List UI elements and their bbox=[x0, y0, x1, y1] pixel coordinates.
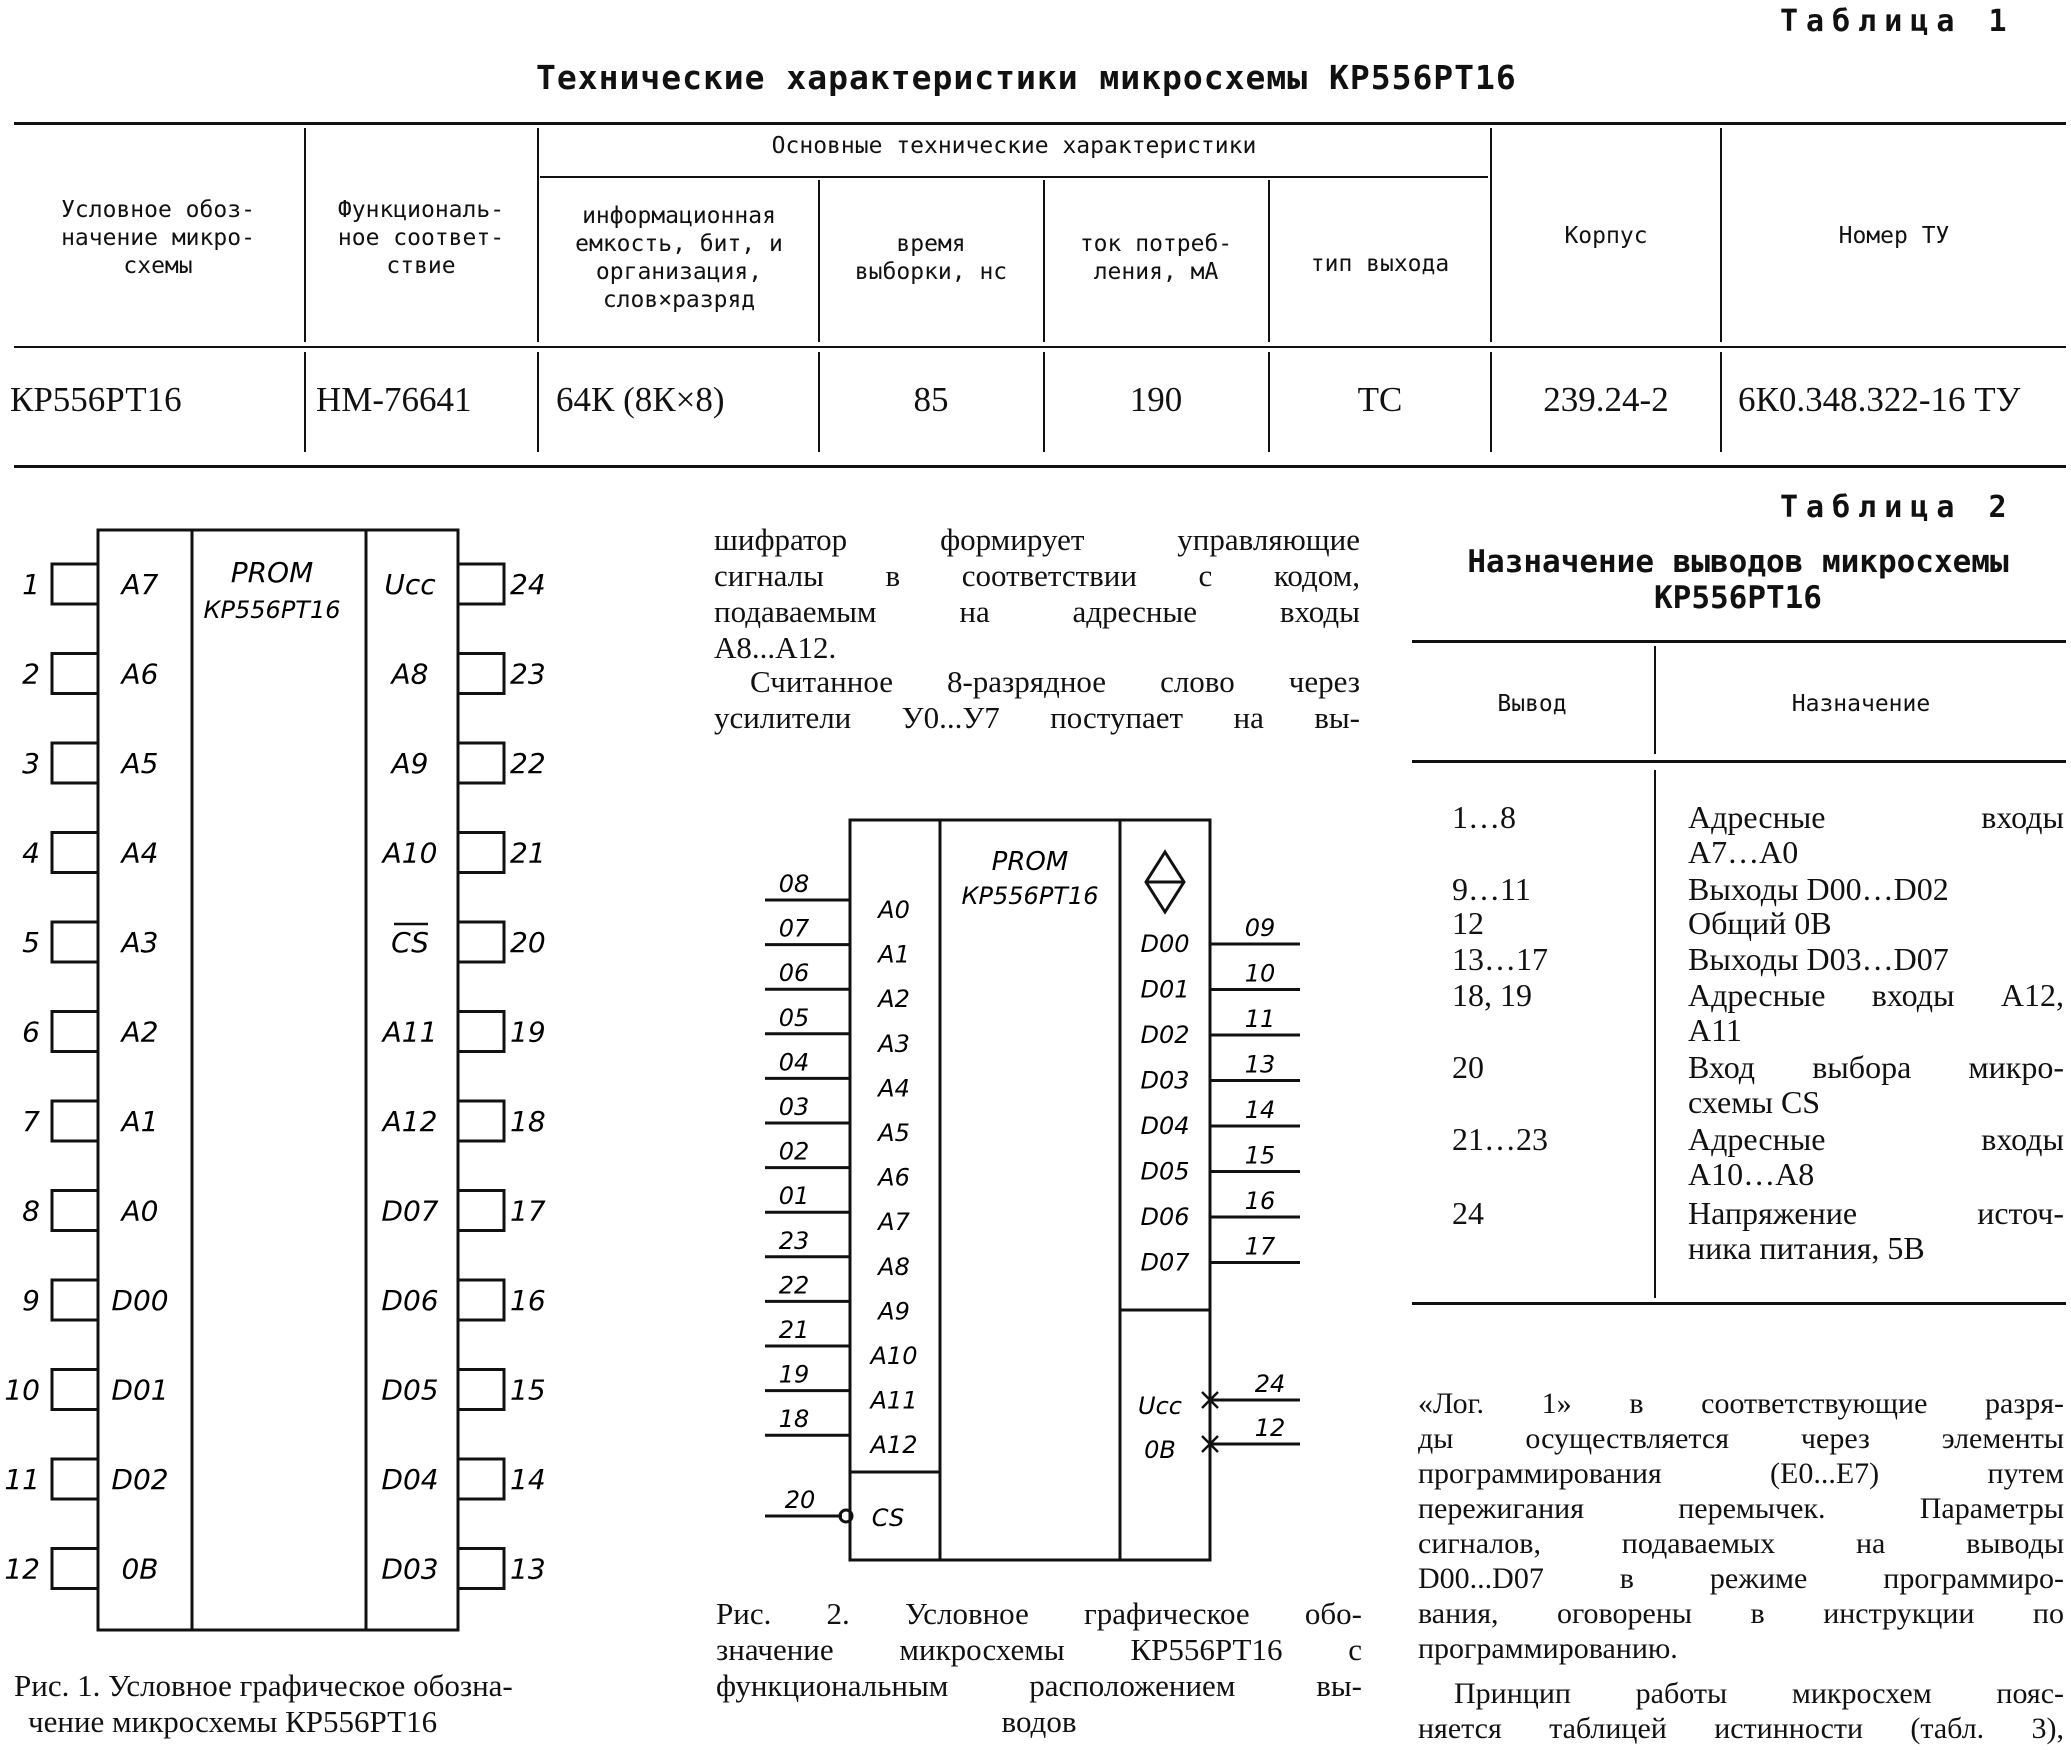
pin-number: 12 bbox=[4, 1552, 40, 1586]
pin-name: Ucc bbox=[1138, 1392, 1182, 1420]
right-paragraph-2: Принцип работы микросхем пояс- няется таблицей истинности (табл. 3), bbox=[1418, 1677, 2064, 1745]
table2-purpose-line: Выходы D00…D02 bbox=[1688, 871, 1949, 907]
table1-header-output-type: тип выхода bbox=[1310, 251, 1450, 277]
table1-header-tu: Номер ТУ bbox=[1838, 223, 1950, 249]
pin-name: A3 bbox=[878, 1029, 910, 1058]
pin-name: D07 bbox=[381, 1194, 439, 1228]
pin-number: 14 bbox=[510, 1463, 546, 1496]
pin-box bbox=[52, 1101, 98, 1141]
pin-box bbox=[52, 564, 98, 604]
table1-cell-tu: 6К0.348.322-16 ТУ bbox=[1738, 380, 2021, 419]
pin-box bbox=[52, 743, 98, 783]
figure2-caption: Рис. 2. Условное графическое обо- значение микросхемы КР556РТ16 с функциональным расположением вы- водов bbox=[716, 1596, 1362, 1739]
pin-name: D00 bbox=[111, 1284, 169, 1317]
pin-number: 23 bbox=[778, 1226, 810, 1255]
pin-box bbox=[52, 1012, 98, 1052]
pin-number: 8 bbox=[22, 1194, 40, 1228]
table2-header-pin: Вывод bbox=[1497, 691, 1567, 717]
pin-number: 15 bbox=[510, 1373, 546, 1407]
pin-name: A11 bbox=[870, 1386, 918, 1415]
pin-number: 7 bbox=[22, 1105, 40, 1138]
pin-box bbox=[458, 564, 504, 604]
table2-purpose-line: Напряжение источ- bbox=[1688, 1195, 2064, 1231]
pin-name: A5 bbox=[121, 747, 159, 780]
pin-number: 08 bbox=[778, 870, 810, 898]
table2-pin: 13…17 bbox=[1452, 941, 1548, 977]
pin-number: 17 bbox=[510, 1194, 546, 1228]
table2-purpose bbox=[1688, 906, 2064, 941]
table1-cell-capacity: 64К (8К×8) bbox=[556, 380, 725, 419]
pin-name: D04 bbox=[1140, 1112, 1190, 1140]
table1-header-functional: Функциональ- ное соответ- ствие bbox=[337, 197, 505, 279]
pin-box bbox=[458, 743, 504, 783]
pin-name: D07 bbox=[1140, 1248, 1190, 1277]
pin-name: D05 bbox=[381, 1373, 439, 1407]
pin-number: 21 bbox=[778, 1316, 810, 1344]
table2-purpose bbox=[1688, 1122, 2064, 1192]
pin-number: 11 bbox=[4, 1463, 40, 1496]
pin-name: A1 bbox=[121, 1105, 159, 1138]
pin-number: 17 bbox=[1244, 1232, 1276, 1261]
table2-top-rule bbox=[1412, 640, 2066, 643]
pin-name: A8 bbox=[391, 657, 429, 691]
pin-name: A2 bbox=[878, 985, 910, 1014]
pin-name: A6 bbox=[121, 657, 159, 691]
pin-name: D02 bbox=[111, 1463, 169, 1496]
pin-name: A8 bbox=[878, 1252, 910, 1281]
pin-number: 20 bbox=[510, 926, 546, 959]
table2-pin: 12 bbox=[1452, 905, 1484, 941]
middle-paragraph-1: шифратор формирует управляющие сигналы в соответствии с кодом, подаваемым на адресные входы А8...А12. bbox=[714, 522, 1360, 665]
pin-number: 4 bbox=[22, 836, 40, 870]
table2-label: Таблица 2 bbox=[1780, 490, 2015, 525]
pin-number: 22 bbox=[510, 747, 546, 780]
pin-number: 01 bbox=[778, 1182, 810, 1211]
pin-name: A3 bbox=[121, 926, 159, 959]
pin-box bbox=[458, 1191, 504, 1231]
pin-number: 06 bbox=[778, 959, 810, 988]
pin-name: A7 bbox=[878, 1208, 910, 1237]
table2-col-divider bbox=[1654, 770, 1656, 1298]
right-paragraph-1: «Лог. 1» в соответствующие разря- ды осуществляется через элементы программирования (Е0...Е7) путем пережигания перемычек. Параметры сигналов, подаваемых на выводы D00...D07 в режиме программиро- вания, оговорены в инструкции по программированию. bbox=[1418, 1387, 2064, 1665]
table1-header-package: Корпус bbox=[1564, 223, 1648, 249]
pin-number: 07 bbox=[778, 914, 810, 943]
pin-name: A0 bbox=[878, 896, 910, 924]
figure1-caption: Рис. 1. Условное графическое обозна- чение микросхемы КР556РТ16 bbox=[14, 1668, 513, 1739]
pin-number: 22 bbox=[778, 1271, 810, 1300]
table1-top-rule bbox=[14, 122, 2066, 125]
pin-number: 19 bbox=[510, 1015, 546, 1049]
table2-pin: 18, 19 bbox=[1452, 977, 1532, 1013]
pin-number: 18 bbox=[778, 1405, 810, 1434]
middle-paragraph-2: Считанное 8-разрядное слово через усилители У0...У7 поступает на вы- bbox=[714, 664, 1360, 735]
pin-name: D02 bbox=[1140, 1021, 1190, 1049]
pin-name: A9 bbox=[391, 747, 429, 780]
pin-box bbox=[52, 1459, 98, 1499]
table1-header-access-time: время выборки, нс bbox=[854, 231, 1008, 285]
table2-purpose bbox=[1688, 978, 2064, 1048]
pin-name: A10 bbox=[382, 836, 438, 870]
table2-purpose-line: А7…А0 bbox=[1688, 834, 1799, 870]
table1-bottom-rule bbox=[14, 465, 2066, 468]
pin-box bbox=[458, 833, 504, 873]
pin-name: D00 bbox=[1140, 930, 1190, 958]
table2-purpose-line: ника питания, 5В bbox=[1688, 1230, 1925, 1266]
table1-col-divider bbox=[304, 352, 306, 452]
table1-cell-functional: НМ-76641 bbox=[316, 380, 472, 419]
table2-purpose bbox=[1688, 800, 2064, 870]
table2-header-purpose: Назначение bbox=[1791, 691, 1931, 717]
table2-purpose-line: Общий 0В bbox=[1688, 905, 1832, 941]
table2-purpose-line: схемы CS bbox=[1688, 1084, 1821, 1120]
chip-label: КР556РТ16 bbox=[961, 882, 1099, 910]
pin-number: 09 bbox=[1244, 914, 1276, 942]
pin-box bbox=[458, 654, 504, 694]
pin-number: 11 bbox=[1244, 1005, 1276, 1033]
pin-number: 12 bbox=[1254, 1414, 1286, 1442]
table1-header-rule bbox=[14, 346, 2066, 348]
table1-col-divider bbox=[1720, 352, 1722, 452]
table2-pin: 24 bbox=[1452, 1195, 1484, 1231]
pin-name: D06 bbox=[1140, 1203, 1190, 1231]
pin-name: D06 bbox=[381, 1284, 439, 1317]
pin-box bbox=[52, 1549, 98, 1589]
pin-number: 9 bbox=[22, 1284, 40, 1317]
table2-pin: 20 bbox=[1452, 1049, 1484, 1085]
table1-cell-output-type: ТС bbox=[1357, 380, 1403, 419]
pin-name: Ucc bbox=[384, 568, 436, 601]
table2-pin: 21…23 bbox=[1452, 1121, 1548, 1157]
table1-group-rule bbox=[540, 176, 1488, 178]
pin-number: 02 bbox=[778, 1137, 810, 1166]
table2-bottom-rule bbox=[1412, 1302, 2066, 1305]
pin-name: D03 bbox=[1140, 1066, 1190, 1095]
pin-name: A5 bbox=[878, 1119, 910, 1147]
pin-name: D04 bbox=[381, 1463, 439, 1496]
pin-number: 16 bbox=[510, 1284, 546, 1317]
table1-header-group: Основные технические характеристики bbox=[771, 133, 1257, 159]
pin-number: 13 bbox=[1244, 1050, 1276, 1079]
table1-title: Технические характеристики микросхемы КР556РТ16 bbox=[536, 58, 1517, 97]
pin-number: 3 bbox=[22, 747, 40, 780]
pin-name: CS bbox=[391, 926, 429, 959]
table1-header-designation: Условное обоз- начение микро- схемы bbox=[61, 197, 255, 279]
pin-name: A10 bbox=[870, 1342, 918, 1370]
pin-name: A6 bbox=[878, 1163, 910, 1192]
table1-header-current: ток потреб- ления, мА bbox=[1079, 231, 1233, 285]
pin-box bbox=[458, 1370, 504, 1410]
table1-cell-current: 190 bbox=[1129, 380, 1183, 419]
chip-label: КР556РТ16 bbox=[203, 596, 341, 624]
pin-box bbox=[458, 1549, 504, 1589]
pin-box bbox=[458, 1280, 504, 1320]
table2-header-rule bbox=[1412, 760, 2066, 763]
pin-number: 13 bbox=[510, 1552, 546, 1586]
pin-name: D05 bbox=[1140, 1157, 1190, 1186]
pin-box bbox=[458, 1012, 504, 1052]
pin-box bbox=[458, 922, 504, 962]
pin-number: 03 bbox=[778, 1093, 810, 1121]
table1-cell-package: 239.24-2 bbox=[1543, 380, 1669, 419]
pin-number: 04 bbox=[778, 1048, 810, 1077]
pin-number: 24 bbox=[1254, 1370, 1286, 1398]
pin-name: A7 bbox=[121, 568, 159, 601]
pin-number: 10 bbox=[4, 1373, 40, 1407]
pin-number: 1 bbox=[22, 568, 40, 601]
pin-number: 14 bbox=[1244, 1096, 1276, 1124]
pin-number: 10 bbox=[1244, 959, 1276, 988]
pin-name: A9 bbox=[878, 1297, 910, 1326]
table2-purpose-line: Адресные входы bbox=[1688, 1121, 2064, 1157]
pin-name: A12 bbox=[870, 1431, 918, 1460]
pin-number: 24 bbox=[510, 568, 546, 601]
pin-number: 6 bbox=[22, 1015, 40, 1049]
table1-col-divider bbox=[537, 128, 539, 342]
table2-purpose bbox=[1688, 1050, 2064, 1120]
pin-box bbox=[52, 654, 98, 694]
pin-number: 23 bbox=[510, 657, 546, 691]
pin-number: 21 bbox=[510, 836, 546, 870]
table2-title: Назначение выводов микросхемы КР556РТ16 bbox=[1467, 544, 2009, 616]
table2-purpose-line: Адресные входы bbox=[1688, 799, 2064, 835]
table1-header-capacity: информационная емкость, бит, и организация, слов×разряд bbox=[575, 203, 783, 313]
pin-name: A2 bbox=[121, 1015, 159, 1049]
pin-number: 05 bbox=[778, 1003, 810, 1032]
table2-purpose bbox=[1688, 872, 2064, 907]
pin-number: 15 bbox=[1244, 1141, 1276, 1170]
pin-box bbox=[458, 1459, 504, 1499]
pin-box bbox=[52, 1280, 98, 1320]
figure2-diagram bbox=[740, 800, 1360, 1580]
pin-number: 19 bbox=[778, 1360, 810, 1389]
table2-purpose-line: Вход выбора микро- bbox=[1688, 1049, 2064, 1085]
pin-number: 20 bbox=[784, 1486, 816, 1514]
pin-box bbox=[52, 1191, 98, 1231]
pin-name: A0 bbox=[121, 1194, 159, 1228]
pin-name: A4 bbox=[121, 836, 159, 870]
figure1-diagram bbox=[0, 520, 640, 1650]
pin-name: A11 bbox=[382, 1015, 438, 1049]
table2-pin: 9…11 bbox=[1452, 871, 1531, 907]
pin-name: 0В bbox=[121, 1552, 159, 1586]
pin-number: 18 bbox=[510, 1105, 546, 1138]
table2-purpose bbox=[1688, 942, 2064, 977]
table2-pin: 1…8 bbox=[1452, 799, 1516, 835]
pin-name: A1 bbox=[878, 940, 910, 969]
table2-purpose-line: Выходы D03…D07 bbox=[1688, 941, 1949, 977]
pin-name: A12 bbox=[382, 1105, 438, 1138]
table2-purpose-line: А11 bbox=[1688, 1012, 1742, 1048]
table2-purpose-line: Адресные входы А12, bbox=[1688, 977, 2064, 1013]
pin-name: 0В bbox=[1144, 1436, 1176, 1464]
chip-label: PROM bbox=[991, 847, 1069, 877]
pin-name: D01 bbox=[1140, 975, 1190, 1004]
pin-name: CS bbox=[871, 1504, 905, 1532]
table1-cell-designation: КР556РТ16 bbox=[10, 380, 182, 419]
pin-name: D03 bbox=[381, 1552, 439, 1586]
pin-box bbox=[52, 833, 98, 873]
pin-name: A4 bbox=[878, 1074, 910, 1103]
table1-col-divider bbox=[537, 352, 539, 452]
pin-box bbox=[52, 1370, 98, 1410]
chip-label: PROM bbox=[230, 556, 314, 589]
pin-name: D01 bbox=[111, 1373, 169, 1407]
table2-purpose-line: А10…А8 bbox=[1688, 1156, 1815, 1192]
table1-cell-access-time: 85 bbox=[913, 380, 949, 419]
pin-number: 2 bbox=[22, 657, 40, 691]
pin-number: 16 bbox=[1244, 1187, 1276, 1215]
pin-number: 5 bbox=[22, 926, 40, 959]
pin-box bbox=[458, 1101, 504, 1141]
pin-box bbox=[52, 922, 98, 962]
table1-label: Таблица 1 bbox=[1780, 4, 2015, 39]
table2-purpose bbox=[1688, 1196, 2064, 1266]
